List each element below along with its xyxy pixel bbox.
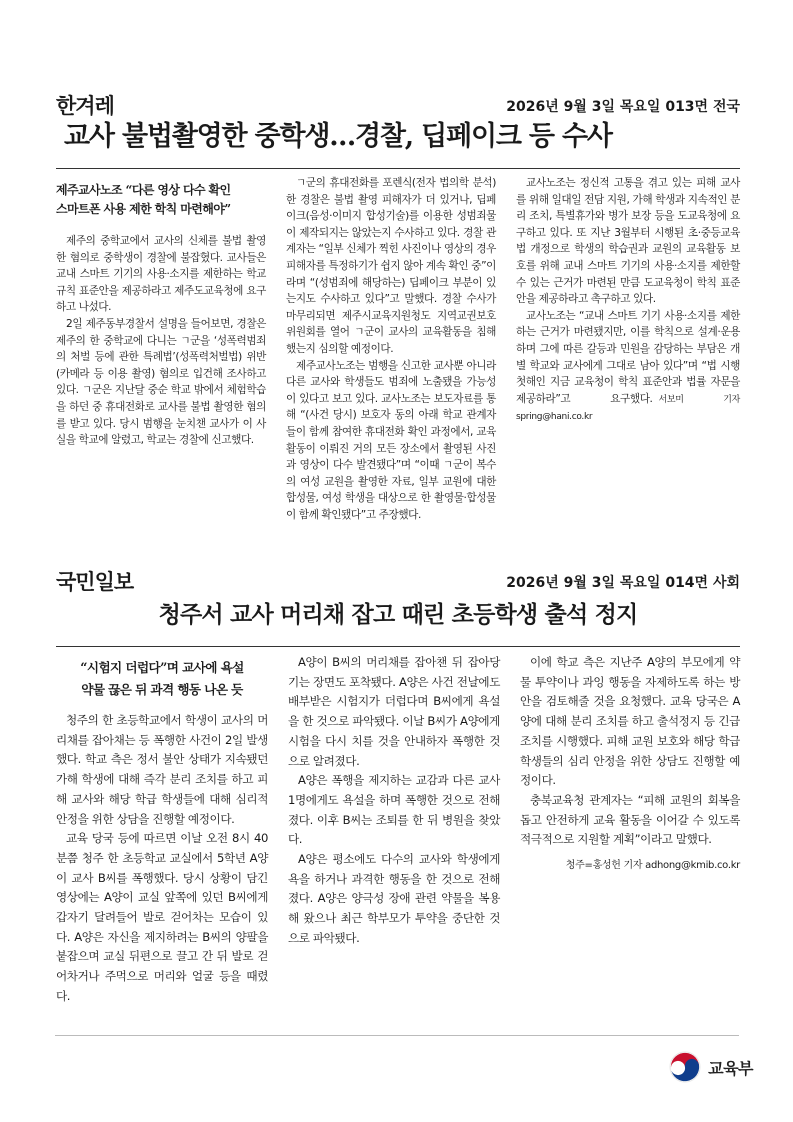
column-2 [286,175,496,523]
article-hankyoreh [56,90,740,521]
paragraph: 이에 학교 측은 지난주 A양의 부모에게 약물 투약이나 과잉 행동을 자제하도록 하는 방안을 검토해줄 것을 요청했다. 교육 당국은 A양에 대해 분리 조치를 하고 출석정지 등 긴급조치를 시행했다. 피해 교원 보호와 해당 학급 학생들의 심리 안정을 위한 상담도 진행할 예정이다. [520,655,740,788]
paragraph: 교사노조는 정신적 고통을 겪고 있는 피해 교사를 위해 일대일 전담 지원, 가해 학생과 지속적인 분리 조치, 특별휴가와 병가 보장 등을 도교육청에 요구하고 있다. 또 지난 3월부터 시행된 초·중등교육법 개정으로 학생의 학습권과 교원의 교육활동 보호를 위해 교내 스마트 기기의 사용·소지를 제한할 수 있는 근거가 마련된 만큼 도교육청이 학칙 표준안을 제공하라고 촉구하고 있다. [516,177,740,306]
issue-info: 2026년 9월 3일 목요일 014면 사회 [506,575,740,591]
paragraph: 충북교육청 관계자는 “피해 교원의 회복을 돕고 안전하게 교육 활동을 이어갈 수 있도록 적극적으로 지원할 계획”이라고 말했다. [520,792,740,847]
paragraph: A양은 평소에도 다수의 교사와 학생에게 욕을 하거나 과격한 행동을 한 것으로 전해졌다. A양은 양극성 장애 관련 약물을 복용해 왔으나 최근 학부모가 투약을 중단한 것으로 파악됐다. [288,852,500,945]
article-headline: 교사 불법촬영한 중학생…경찰, 딥페이크 등 수사 [64,121,612,152]
footer-divider [55,1035,739,1036]
paragraph: 교육 당국 등에 따르면 이날 오전 8시 40분쯤 청주 한 초등학교 교실에서 5학년 A양이 교사 B씨를 폭행했다. 당시 상황이 담긴 영상에는 A양이 교실 앞쪽에 있던 B씨에게 갑자기 달려들어 발로 걷어차는 모습이 있다. A양은 자신을 제지하려는 B씨의 양팔을 붙잡으며 교실 뒤편으로 끌고 간 뒤 발로 걷어차거나 주먹으로 머리와 얼굴 등을 때렸다. [56,831,268,1003]
paragraph: 제주의 중학교에서 교사의 신체를 불법 촬영한 혐의로 중학생이 경찰에 불잡혔다. 교사들은 교내 스마트 기기의 사용·소지를 제한하는 학교규칙 표준안을 제공하라고 제주도교육청에 요구하고 나섰다. [56,235,266,314]
column-1 [56,653,268,1007]
column-1 [56,175,266,449]
byline: 청주=홍성헌 기자 adhong@kmib.co.kr [565,860,740,872]
taegeuk-icon [668,1050,702,1084]
column-3 [516,175,740,426]
issue-info: 2026년 9월 3일 목요일 013면 전국 [506,99,740,115]
subheadline: 제주교사노조 “다른 영상 다수 확인 스마트폰 사용 제한 학칙 마련해야” [56,183,231,216]
masthead [56,566,740,592]
subheadline: “시험지 더럽다”며 교사에 욕설 약물 끊은 뒤 과격 행동 나온 듯 [80,660,244,697]
paragraph: 교사노조는 “교내 스마트 기기 사용·소지를 제한하는 근거가 마련됐지만, 이를 학칙으로 설계·운용하며 그에 따른 갈등과 민원을 감당하는 부담은 개별 학교와 교사에게 그대로 남아 있다”며 “법 시행 첫해인 지금 교육청이 학칙 표준안과 법률 자문을 제공하라”고 요구했다. 서보미 기자 spring@hani.co.kr [516,309,740,423]
masthead [56,90,740,116]
logo-text: 교육부 [708,1058,753,1078]
byline: 서보미 기자 spring@hani.co.kr [516,394,740,423]
paragraph: A양은 폭행을 제지하는 교감과 다른 교사 1명에게도 욕설을 하며 폭행한 것으로 전해졌다. 이후 B씨는 조퇴를 한 뒤 병원을 찾았다. [288,773,500,847]
paragraph: 2일 제주동부경찰서 설명을 들어보면, 경찰은 제주의 한 중학교에 다니는 ㄱ군을 ‘성폭력범죄의 처벌 등에 관한 특례법’(성폭력처벌법) 위반(카메라 등 이용 촬영) 혐의로 입건해 조사하고 있다. ㄱ군은 지난달 중순 학교 밖에서 체험학습을 하던 중 휴대전화로 교사를 불법 촬영한 혐의를 받고 있다. 당시 범행을 눈치챈 교사가 이 사실을 학교에 알렸고, 학교는 경찰에 신고했다. [56,317,266,447]
paragraph: A양이 B씨의 머리채를 잡아챈 뒤 잡아당기는 장면도 포착됐다. A양은 사건 전날에도 배부받은 시험지가 더럽다며 B씨에게 욕설을 한 것으로 파악됐다. 이날 B씨가 A양에게 시험을 다시 치를 것을 안내하자 폭행한 것으로 알려졌다. [288,655,500,768]
newspaper-name: 한겨레 [56,94,114,118]
paragraph: 제주교사노조는 범행을 신고한 교사뿐 아니라 다른 교사와 학생들도 범죄에 노출됐을 가능성이 있다고 보고 있다. 교사노조는 보도자료를 통해 “(사건 당시) 보호자 동의 아래 학교 관계자들이 함께 참여한 휴대전화 확인 과정에서, 교육활동이 이뤄진 거의 모든 장소에서 촬영된 사진과 영상이 다수 발견됐다”며 “이때 ㄱ군이 복수의 여성 교원을 촬영한 자료, 일부 교원에 대한 합성물, 여성 학생을 대상으로 한 촬영물·합성물이 함께 확인됐다”고 주장했다. [286,359,496,521]
article-kukmin [56,566,740,1003]
ministry-logo [668,1050,753,1084]
paragraph: 청주의 한 초등학교에서 학생이 교사의 머리채를 잡아채는 등 폭행한 사건이 2일 발생했다. 학교 측은 정서 불안 상태가 지속됐던 가해 학생에 대해 즉각 분리 조치를 하고 피해 교사와 해당 학급 학생들에 대해 심리적 안정을 위한 상담을 진행할 예정이다. [56,713,268,826]
column-3 [520,653,740,876]
paragraph: ㄱ군의 휴대전화를 포렌식(전자 법의학 분석)한 경찰은 불법 촬영 피해자가 더 있거나, 딥페이크(음성·이미지 합성기술)를 이용한 성범죄물이 제작되지는 않았는지 수사하고 있다. 경찰 관계자는 “일부 신체가 찍힌 사진이나 영상의 경우 피해자를 특정하기가 쉽지 않아 계속 확인 중”이라며 “(성범죄에 해당하는) 딥페이크 부분이 있는지도 수사하고 있다”고 말했다. 경찰 수사가 마무리되면 제주시교육지원청도 지역교권보호위원회를 열어 ㄱ군이 교사의 교육활동을 침해했는지 심의할 예정이다. [286,177,496,355]
divider [56,168,740,169]
article-headline: 청주서 교사 머리채 잡고 때린 초등학생 출석 정지 [158,601,638,628]
newspaper-name: 국민일보 [56,570,134,594]
column-2 [288,653,500,949]
divider [56,646,740,647]
